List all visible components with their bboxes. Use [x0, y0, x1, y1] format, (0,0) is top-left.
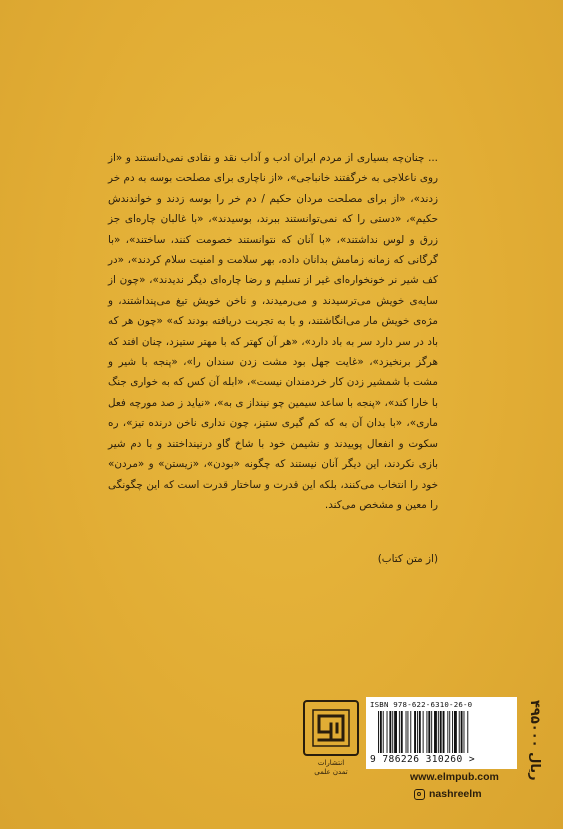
barcode-bar — [464, 711, 465, 753]
barcode-bar — [410, 711, 411, 753]
barcode-bar — [461, 711, 463, 753]
barcode-bar — [428, 711, 430, 753]
publisher-name — [296, 759, 366, 777]
barcode-bar — [387, 711, 388, 753]
barcode-bar — [383, 711, 384, 753]
barcode-bar — [392, 711, 393, 753]
publisher-logo-mark — [305, 702, 357, 754]
barcode-bar — [467, 711, 468, 753]
barcode-bar — [401, 711, 403, 753]
barcode-bar — [447, 711, 448, 753]
instagram-icon — [414, 789, 425, 800]
publisher-caption-line1: انتشارات — [317, 759, 345, 767]
barcode-bar — [389, 711, 391, 753]
publisher-caption-line2: تمدن علمی — [314, 768, 348, 776]
barcode-bar — [417, 711, 418, 753]
barcode-bars — [370, 711, 513, 753]
barcode-digits: 9 786226 310260 > — [370, 754, 475, 765]
barcode-bar — [449, 711, 450, 753]
publisher-website[interactable]: www.elmpub.com — [410, 771, 499, 783]
barcode-bar — [426, 711, 427, 753]
barcode-bar — [378, 711, 379, 753]
barcode-bar — [394, 711, 397, 753]
publisher-instagram[interactable] — [414, 788, 482, 800]
excerpt-paragraph: ... چنان‌چه بسیاری از مردم ایران ادب و آداب نقد و نقادی نمی‌دانستند و «از روی ناعلاجی به خرگفتند خانباجی»، «از ناچاری برای مصلحت بوسه به دم خر زدند»، «از برای مصلحت مردان حکیم / دم خر را بوسه زدند و خواندندش حکیم»، «دستی را که نمی‌توانستند ببرند، بوسیدند»، «با غالبان چاره‌ای جز زرق و لوس نداشتند»، «با آنان که نتوانستند خصومت کنند، ساختند»، «با گرگانی که زمانه زمامش بدانان داده، بهر سلامت و امنیت سلام کردند»، «در کف شیر نر خونخواره‌ای غیر از تسلیم و رضا چاره‌ای دیگر ندیدند»، «چون از سایه‌ی خویش می‌ترسیدند و می‌رمیدند، و ناخن خویش تیغ می‌پنداشتند، و مژه‌ی خویش مار می‌انگاشتند، و با به تجربت دریافته بودند که» «چون هر که باد در سر دارد سر به باد دارد»، «هر آن کهتر که با مهتر ستیزد، چنان افتد که هرگز برنخیزد»، «غایت جهل بود مشت زدن سندان را»، «پنجه با شیر و مشت با شمشیر زدن کار خردمندان نیست»، «ابله آن کس که به خواری جنگ با خارا کند»، «پنجه با ساعد سیمین چو نینداز ی به»، «نیاید ز صد مورچه فعل ماری»، «با بدان آن به که کم گیری ستیز، چون نداری ناخن درنده تیز»، ره سکوت و انفعال پوییدند و نشیمن خود با شاخ گاو درنینداختند و با دم شیر بازی نکردند، این دیگر آنان نیستند که چگونه «بودن»، «زیستن» و «مردن» خود را انتخاب می‌کنند، بلکه این قدرت و ساختار قدرت است که این چگونگی را معین و مشخص می‌کند. — [108, 152, 438, 511]
barcode-bar — [443, 711, 445, 753]
barcode-bar — [419, 711, 421, 753]
barcode-bar — [414, 711, 416, 753]
barcode-bar — [454, 711, 457, 753]
barcode-bar — [399, 711, 400, 753]
isbn-barcode — [366, 697, 517, 769]
excerpt-source: (از متن کتاب) — [377, 553, 438, 565]
barcode-bar — [431, 711, 432, 753]
barcode-bar — [406, 711, 407, 753]
barcode-bar — [452, 711, 453, 753]
barcode-bar — [438, 711, 439, 753]
barcode-bar — [434, 711, 437, 753]
price-label: ۴۹۵۰۰۰ ریال — [527, 700, 542, 781]
barcode-bar — [407, 711, 408, 753]
barcode-bar — [423, 711, 424, 753]
instagram-handle: nashreelm — [429, 788, 482, 800]
barcode-bar — [440, 711, 442, 753]
publisher-logo — [303, 700, 359, 756]
back-cover-text — [108, 148, 438, 515]
isbn-label: ISBN 978-622-6310-26-0 — [370, 700, 473, 709]
barcode-bar — [459, 711, 460, 753]
barcode-bar — [380, 711, 382, 753]
